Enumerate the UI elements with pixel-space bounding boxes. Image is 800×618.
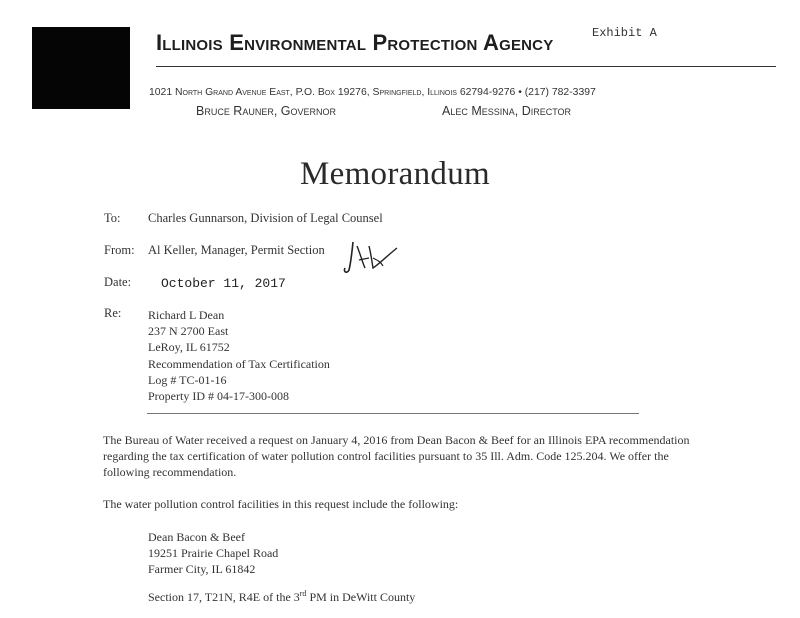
body-paragraph-1: The Bureau of Water received a request on January 4, 2016 from Dean Bacon & Beef for an Illinois EPA recommendation regarding the tax certification of water pollution control facilities pursuant to 35 Ill. Adm. Code 125.204. We offer the following recommendation. <box>103 433 690 479</box>
section-suffix: PM in DeWitt County <box>306 590 416 604</box>
re-block <box>148 307 330 404</box>
agency-title: Illinois Environmental Protection Agency <box>156 30 554 55</box>
from-value: Al Keller, Manager, Permit Section <box>148 243 325 257</box>
re-label: Re: <box>104 306 122 320</box>
signature-mark <box>339 238 403 276</box>
section-prefix: Section 17, T21N, R4E of the 3 <box>148 590 300 604</box>
section-location <box>148 589 415 605</box>
date-label: Date: <box>104 275 132 289</box>
re-line: Recommendation of Tax Certification <box>148 356 330 371</box>
to-value: Charles Gunnarson, Division of Legal Counsel <box>148 211 383 225</box>
facility-line: Farmer City, IL 61842 <box>148 562 256 576</box>
body-paragraph-2: The water pollution control facilities in this request include the following: <box>103 497 459 511</box>
facility-address <box>148 529 278 577</box>
header-divider <box>156 66 776 67</box>
body-divider <box>147 413 639 414</box>
date-value: October 11, 2017 <box>161 276 286 291</box>
to-label: To: <box>104 211 121 225</box>
agency-address: 1021 North Grand Avenue East, P.O. Box 19276, Springfield, Illinois 62794-9276 • (217) 782-3397 <box>149 87 596 98</box>
re-line: Property ID # 04-17-300-008 <box>148 389 289 404</box>
section-ordinal: rd <box>299 589 307 598</box>
director-name: Alec Messina, Director <box>442 104 572 118</box>
facility-line: 19251 Prairie Chapel Road <box>148 546 279 560</box>
re-line: LeRoy, IL 61752 <box>148 340 230 355</box>
facility-line: Dean Bacon & Beef <box>148 530 245 544</box>
exhibit-label: Exhibit A <box>592 26 657 40</box>
re-line: Log # TC-01-16 <box>148 372 227 387</box>
redacted-logo <box>32 27 130 109</box>
memo-title: Memorandum <box>300 156 490 192</box>
from-label: From: <box>104 243 135 257</box>
re-line: 237 N 2700 East <box>148 324 229 339</box>
re-line: Richard L Dean <box>148 308 225 322</box>
governor-name: Bruce Rauner, Governor <box>196 104 337 118</box>
